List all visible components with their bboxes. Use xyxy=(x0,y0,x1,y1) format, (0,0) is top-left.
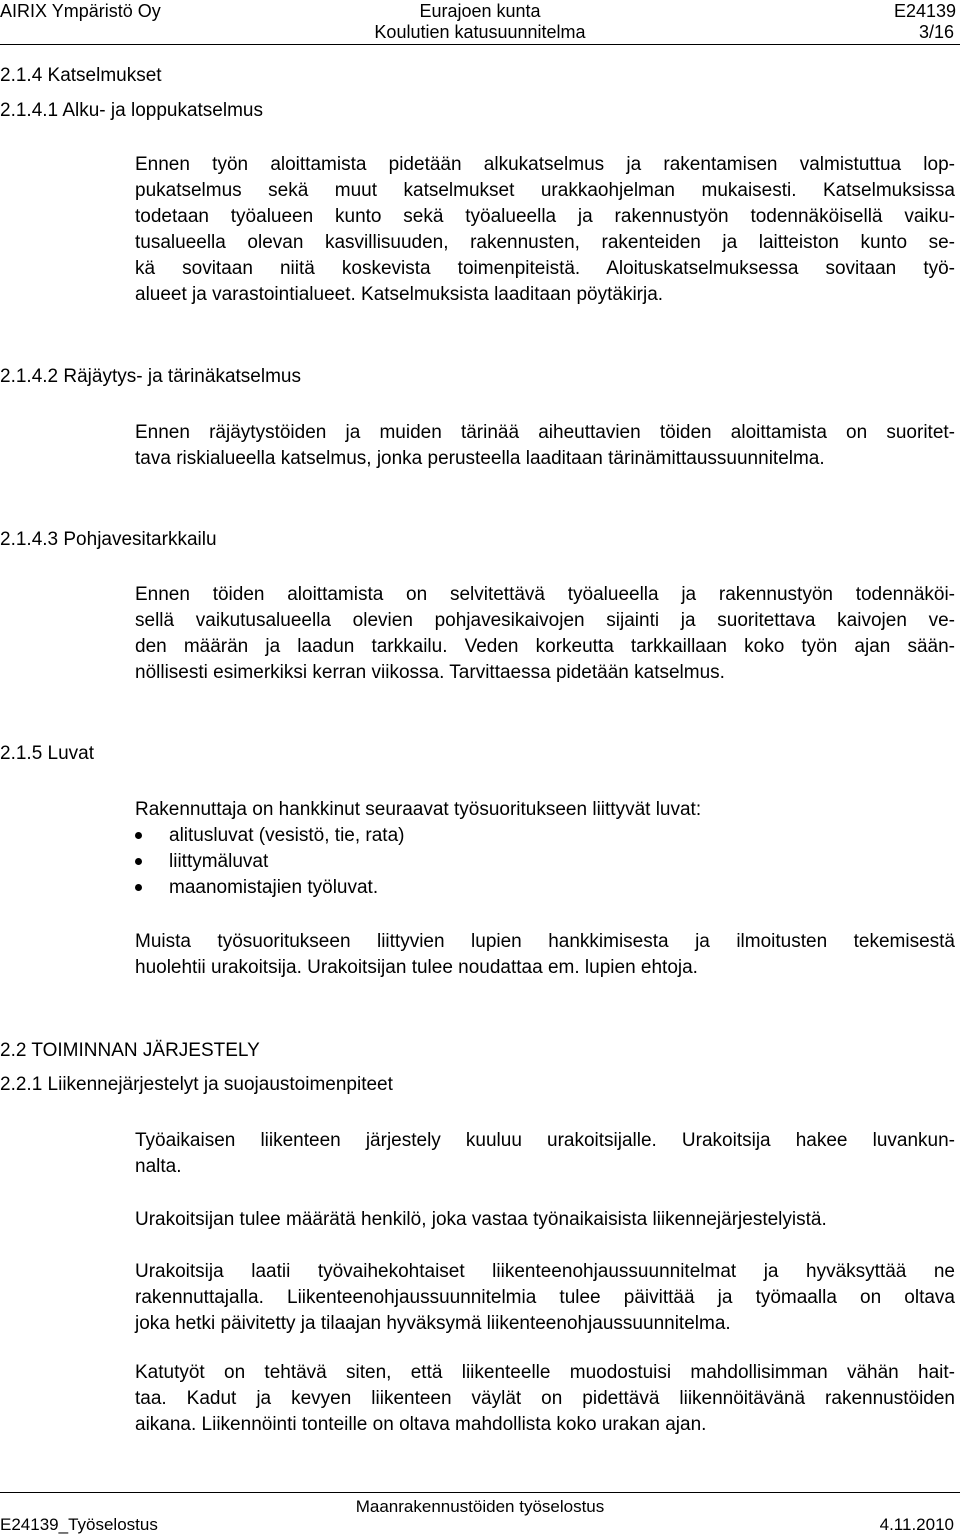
text-line: alueet ja varastointialueet. Katselmuksista laaditaan pöytäkirja. xyxy=(135,284,664,305)
text-line: taa. Kadut ja kevyen liikenteen väylät on pidettävä liikennöitävänä rakennustöiden xyxy=(135,1388,955,1409)
text-line: Muista työsuoritukseen liittyvien lupien hankkimisesta ja ilmoitusten tekemisestä xyxy=(135,931,955,952)
text-line: nöllisesti esimerkiksi kerran viikossa. Tarvittaessa pidetään katselmus. xyxy=(135,662,725,683)
heading-2-2-1: 2.2.1 Liikennejärjestelyt ja suojaustoimenpiteet xyxy=(0,1074,393,1095)
text-line: huolehtii urakoitsija. Urakoitsijan tulee noudattaa em. lupien ehtoja. xyxy=(135,957,698,978)
text-line: aikana. Liikennöinti tonteille on oltava mahdollista koko urakan ajan. xyxy=(135,1414,707,1435)
paragraph-luvat xyxy=(135,929,955,981)
header-client: Eurajoen kunta xyxy=(419,1,541,21)
text-line: Ennen työn aloittamista pidetään alkukatselmus ja rakentamisen valmistuttua lop- xyxy=(135,154,955,175)
paragraph-luvat-intro xyxy=(135,797,955,823)
text-line: todetaan työalueen kunto sekä työalueella ja rakennustyön todennäköisellä vaiku- xyxy=(135,206,955,227)
text-line: Ennen räjäytystöiden ja muiden tärinää aiheuttavien töiden aloittamista on suoritet- xyxy=(135,422,955,443)
text-line: tava riskialueella katselmus, jonka perusteella laaditaan tärinämittaussuunnitelma. xyxy=(135,448,825,469)
footer-file: E24139_Työselostus xyxy=(0,1515,158,1534)
paragraph-liikenne-2 xyxy=(135,1207,955,1233)
paragraph-rajaytys-tarinakatselmus xyxy=(135,420,955,472)
list-item: liittymäluvat xyxy=(169,851,269,872)
text-line: den määrän ja laadun tarkkailu. Veden korkeutta tarkkaillaan koko työn ajan sään- xyxy=(135,636,955,657)
paragraph-liikenne-3 xyxy=(135,1259,955,1337)
bullet-icon xyxy=(135,832,142,839)
heading-2-1-5: 2.1.5 Luvat xyxy=(0,743,95,764)
footer-date: 4.11.2010 xyxy=(879,1515,954,1534)
text-line: nalta. xyxy=(135,1156,182,1177)
text-line: Rakennuttaja on hankkinut seuraavat työsuoritukseen liittyvät luvat: xyxy=(135,799,702,820)
text-line: sellä vaikutusalueella olevien pohjavesikaivojen sijainti ja suoritettava kaivojen ve- xyxy=(135,610,955,631)
heading-2-1-4-2: 2.1.4.2 Räjäytys- ja tärinäkatselmus xyxy=(0,366,301,387)
heading-2-1-4-1: 2.1.4.1 Alku- ja loppukatselmus xyxy=(0,100,263,121)
text-line: Urakoitsija laatii työvaihekohtaiset liikenteenohjaussuunnitelmat ja hyväksyttää ne xyxy=(135,1261,955,1282)
header-divider xyxy=(0,44,960,45)
heading-2-1-4-3: 2.1.4.3 Pohjavesitarkkailu xyxy=(0,529,217,550)
text-line: Katutyöt on tehtävä siten, että liikenteelle muodostuisi mahdollisimman vähän hait- xyxy=(135,1362,955,1383)
paragraph-alku-loppukatselmus xyxy=(135,152,955,308)
paragraph-liikenne-4 xyxy=(135,1360,955,1438)
text-line: joka hetki päivitetty ja tilaajan hyväksymä liikenteenohjaussuunnitelma. xyxy=(135,1313,731,1334)
list-item: maanomistajien työluvat. xyxy=(169,877,379,898)
heading-2-1-4: 2.1.4 Katselmukset xyxy=(0,65,162,86)
bullet-icon xyxy=(135,884,142,891)
text-line: tusalueella olevan kasvillisuuden, rakennusten, rakenteiden ja laitteiston kunto se- xyxy=(135,232,955,253)
paragraph-liikenne-1 xyxy=(135,1128,955,1180)
footer-divider xyxy=(0,1492,960,1493)
footer-doc-title: Maanrakennustöiden työselostus xyxy=(355,1497,605,1516)
page-number: 3/16 xyxy=(918,22,954,42)
bullet-icon xyxy=(135,858,142,865)
text-line: rakennuttajalla. Liikenteenohjaussuunnitelmia tulee päivittää ja työmaalla on oltava xyxy=(135,1287,955,1308)
text-line: pukatselmus sekä muut katselmukset urakkaohjelman mukaisesti. Katselmuksissa xyxy=(135,180,955,201)
text-line: Työaikaisen liikenteen järjestely kuuluu urakoitsijalle. Urakoitsija hakee luvankun- xyxy=(135,1130,955,1151)
text-line: Ennen töiden aloittamista on selvitettävä työalueella ja rakennustyön todennäköi- xyxy=(135,584,955,605)
header-project-code: E24139 xyxy=(893,1,956,21)
list-item: alitusluvat (vesistö, tie, rata) xyxy=(169,825,405,846)
header-company: AIRIX Ympäristö Oy xyxy=(0,1,161,21)
text-line: kä sovitaan niitä koskevista toimenpiteistä. Aloituskatselmuksessa sovitaan työ- xyxy=(135,258,955,279)
text-line: Urakoitsijan tulee määrätä henkilö, joka vastaa työnaikaisista liikennejärjestelyistä. xyxy=(135,1209,827,1230)
paragraph-pohjavesitarkkailu xyxy=(135,582,955,686)
header-document: Koulutien katusuunnitelma xyxy=(374,22,586,42)
heading-2-2: 2.2 TOIMINNAN JÄRJESTELY xyxy=(0,1040,260,1061)
